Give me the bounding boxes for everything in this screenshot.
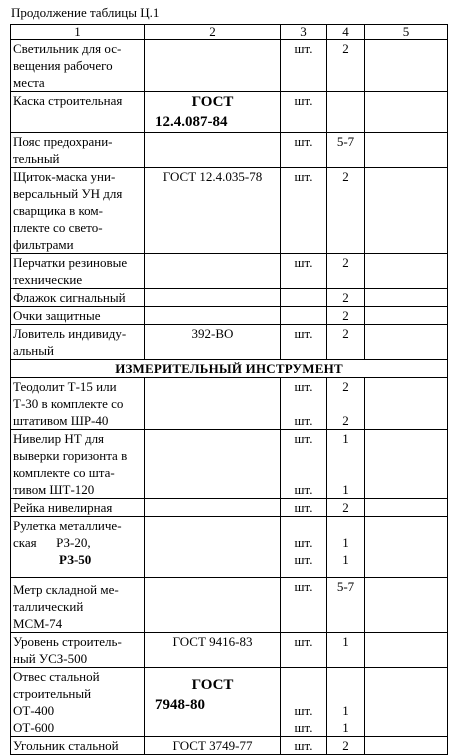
quantity-cell: 2 [327, 325, 365, 360]
item-name: Отвес стальной строительный ОТ-400 ОТ-600 [11, 668, 145, 737]
quantity-cell: 1 1 [327, 517, 365, 578]
unit-cell: шт. шт. [281, 430, 327, 499]
item-name: Нивелир НТ для выверки горизонта в комплекте со шта- тивом ШТ-120 [11, 430, 145, 499]
item-name: Светильник для ос- вещения рабочего места [11, 40, 145, 92]
table-row [11, 668, 448, 737]
unit-cell: шт. шт. [281, 668, 327, 737]
standard-cell [145, 578, 281, 633]
quantity-cell: 5-7 [327, 133, 365, 168]
note-cell [365, 633, 448, 668]
table-caption: Продолжение таблицы Ц.1 [11, 5, 160, 20]
item-name: Теодолит Т-15 или Т-30 в комплекте со штативом ШР-40 [11, 378, 145, 430]
note-cell [365, 430, 448, 499]
note-cell [365, 307, 448, 325]
unit-cell: шт. [281, 325, 327, 360]
quantity-cell: 1 1 [327, 430, 365, 499]
standard-cell [145, 378, 281, 430]
column-number: 2 [145, 25, 281, 40]
table-row [11, 168, 448, 254]
table-row [11, 133, 448, 168]
table-row [11, 40, 448, 92]
section-heading: ИЗМЕРИТЕЛЬНЫЙ ИНСТРУМЕНТ [11, 360, 448, 378]
standard-cell [145, 499, 281, 517]
note-cell [365, 668, 448, 737]
section-row [11, 360, 448, 378]
table-row [11, 737, 448, 755]
quantity-cell: 2 [327, 307, 365, 325]
item-name: Пояс предохрани- тельный [11, 133, 145, 168]
quantity-cell: 2 [327, 40, 365, 92]
unit-cell: шт. шт. [281, 378, 327, 430]
standard-cell: ГОСТ 9416-83 [145, 633, 281, 668]
standard-cell [145, 517, 281, 578]
note-cell [365, 737, 448, 755]
unit-cell: шт. [281, 737, 327, 755]
quantity-cell: 1 1 [327, 668, 365, 737]
standard-cell [145, 430, 281, 499]
note-cell [365, 325, 448, 360]
unit-cell: шт. [281, 633, 327, 668]
item-name: Метр складной ме- таллический МСМ-74 [11, 578, 145, 633]
note-cell [365, 578, 448, 633]
standard-cell: ГОСТ 7948-80 [145, 668, 281, 737]
quantity-cell [327, 92, 365, 133]
item-name: Щиток-маска уни- версальный УН для сварщика в ком- плекте со свето- фильтрами [11, 168, 145, 254]
column-number: 3 [281, 25, 327, 40]
item-name: Очки защитные [11, 307, 145, 325]
table-row [11, 517, 448, 578]
item-name: Ловитель индивиду- альный [11, 325, 145, 360]
standard-cell [145, 40, 281, 92]
unit-cell: шт. [281, 578, 327, 633]
table-row [11, 289, 448, 307]
unit-cell: шт. [281, 499, 327, 517]
item-name: Уровень строитель- ный УСЗ-500 [11, 633, 145, 668]
standard-cell: ГОСТ 12.4.035-78 [145, 168, 281, 254]
unit-cell: шт. [281, 254, 327, 289]
standard-cell [145, 133, 281, 168]
note-cell [365, 92, 448, 133]
item-name: Флажок сигнальный [11, 289, 145, 307]
standard-cell: ГОСТ 12.4.087-84 [145, 92, 281, 133]
note-cell [365, 378, 448, 430]
note-cell [365, 517, 448, 578]
table-row [11, 578, 448, 633]
table-row [11, 633, 448, 668]
item-name: Рейка нивелирная [11, 499, 145, 517]
equipment-table [10, 24, 448, 755]
table-row [11, 307, 448, 325]
item-name: Рулетка металличе- ская РЗ-20, РЗ-50 [11, 517, 145, 578]
unit-cell: шт. [281, 133, 327, 168]
quantity-cell: 1 [327, 633, 365, 668]
column-numbers-row [11, 25, 448, 40]
unit-cell: шт. шт. [281, 517, 327, 578]
item-name: Каска строительная [11, 92, 145, 133]
table-row [11, 499, 448, 517]
table-row [11, 325, 448, 360]
standard-cell: 392-ВО [145, 325, 281, 360]
unit-cell: шт. [281, 40, 327, 92]
table-row [11, 378, 448, 430]
quantity-cell: 2 [327, 168, 365, 254]
quantity-cell: 2 [327, 737, 365, 755]
quantity-cell: 2 [327, 499, 365, 517]
item-name: Перчатки резиновые технические [11, 254, 145, 289]
note-cell [365, 254, 448, 289]
standard-cell [145, 254, 281, 289]
unit-cell [281, 307, 327, 325]
unit-cell: шт. [281, 168, 327, 254]
quantity-cell: 2 2 [327, 378, 365, 430]
note-cell [365, 133, 448, 168]
column-number: 1 [11, 25, 145, 40]
item-name: Угольник стальной [11, 737, 145, 755]
standard-cell [145, 289, 281, 307]
note-cell [365, 168, 448, 254]
unit-cell: шт. [281, 92, 327, 133]
standard-cell [145, 307, 281, 325]
quantity-cell: 5-7 [327, 578, 365, 633]
note-cell [365, 499, 448, 517]
quantity-cell: 2 [327, 289, 365, 307]
note-cell [365, 40, 448, 92]
standard-cell: ГОСТ 3749-77 [145, 737, 281, 755]
quantity-cell: 2 [327, 254, 365, 289]
unit-cell [281, 289, 327, 307]
table-row [11, 430, 448, 499]
column-number: 4 [327, 25, 365, 40]
column-number: 5 [365, 25, 448, 40]
table-row [11, 254, 448, 289]
note-cell [365, 289, 448, 307]
table-row [11, 92, 448, 133]
